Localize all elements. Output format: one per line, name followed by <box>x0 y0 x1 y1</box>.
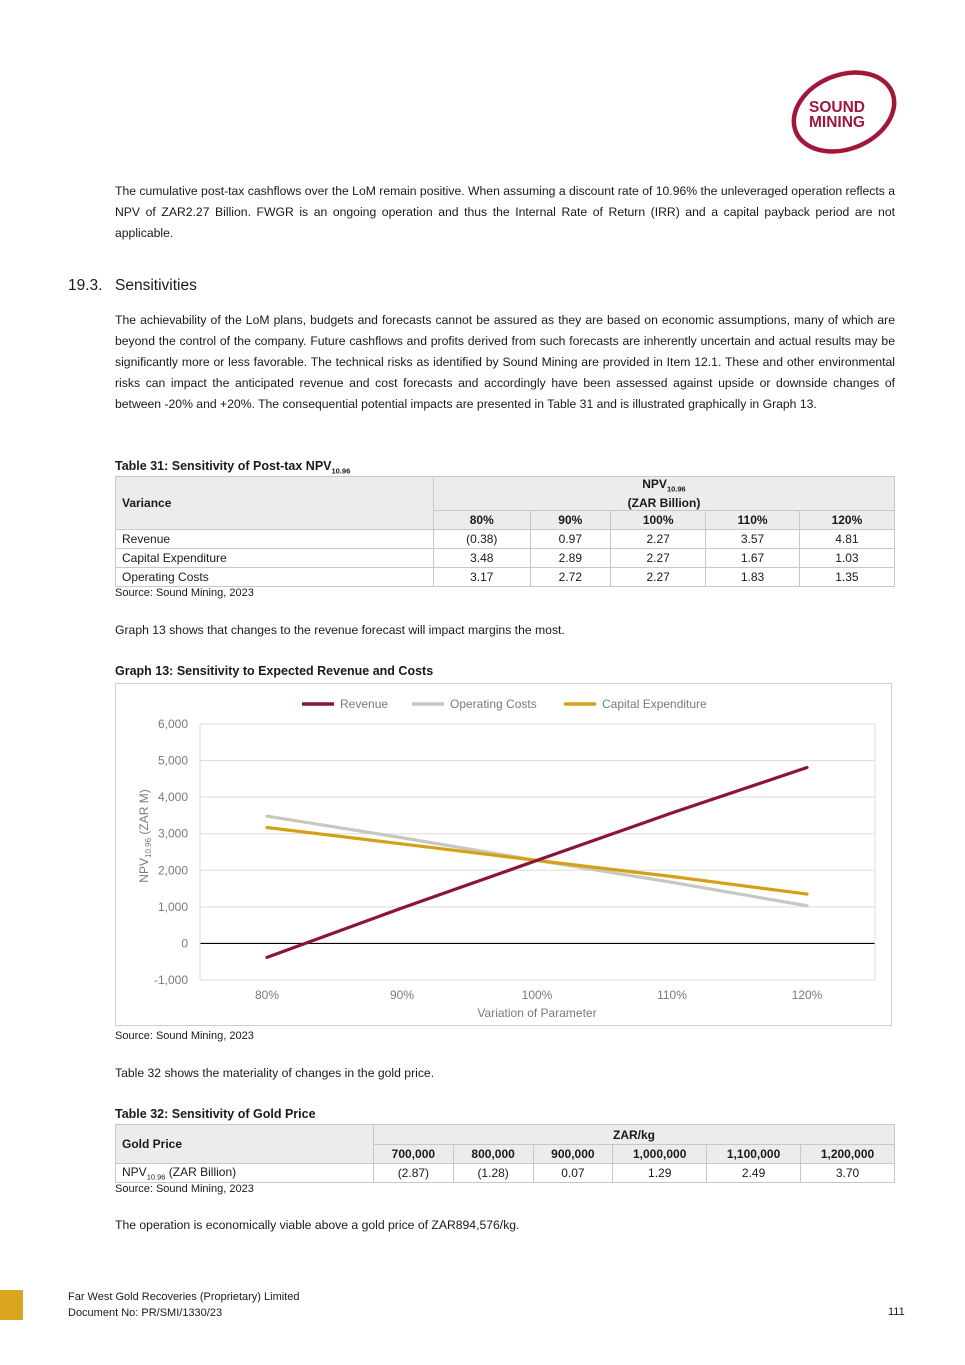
col-header: 800,000 <box>453 1145 533 1164</box>
table31-source: Source: Sound Mining, 2023 <box>115 587 254 599</box>
row-label: Operating Costs <box>116 568 434 587</box>
col-header: 1,000,000 <box>613 1145 707 1164</box>
intro-paragraph: The cumulative post-tax cashflows over the LoM remain positive. When assuming a discount rate of 10.96% the unleveraged operation reflects a NPV of ZAR2.27 Billion. FWGR is an ongoing operation and thus the Internal Rate of Return (IRR) and a capital payback period are not applicable. <box>115 184 895 240</box>
x-axis-label: Variation of Parameter <box>477 1006 597 1020</box>
cell: 3.17 <box>434 568 531 587</box>
col-header: 1,200,000 <box>801 1145 895 1164</box>
row-label: Capital Expenditure <box>116 549 434 568</box>
x-tick-label: 100% <box>521 988 553 1002</box>
y-tick-label: 0 <box>181 936 188 951</box>
cell: 4.81 <box>799 530 894 549</box>
cell: 1.83 <box>706 568 800 587</box>
graph13-source: Source: Sound Mining, 2023 <box>115 1030 254 1042</box>
col-header: 1,100,000 <box>707 1145 801 1164</box>
section-title: Sensitivities <box>115 277 197 294</box>
table32 <box>115 1124 895 1183</box>
logo-line2: MINING <box>809 114 865 131</box>
table32-intro: Table 32 shows the materiality of changes in the gold price. <box>115 1066 435 1080</box>
closing-paragraph: The operation is economically viable above a gold price of ZAR894,576/kg. <box>115 1218 520 1232</box>
table-row <box>116 568 895 587</box>
y-axis-label-sub: 10.96 <box>144 837 153 858</box>
cell: 1.29 <box>613 1164 707 1183</box>
table32-caption: Table 32: Sensitivity of Gold Price <box>115 1107 316 1121</box>
col-header: 900,000 <box>533 1145 613 1164</box>
y-tick-label: 2,000 <box>157 863 188 878</box>
y-tick-label: -1,000 <box>153 973 188 987</box>
npv-header <box>434 477 895 511</box>
table31-caption-sub: 10.96 <box>331 466 351 476</box>
legend-label: Revenue <box>340 697 389 711</box>
row-label-unit: (ZAR Billion) <box>165 1164 237 1179</box>
y-tick-label: 3,000 <box>157 826 188 841</box>
y-tick-label: 4,000 <box>157 790 188 805</box>
x-tick-label: 90% <box>389 988 415 1002</box>
graph13-chart <box>116 684 891 1025</box>
legend-label: Operating Costs <box>450 697 537 711</box>
logo-line1: SOUND <box>809 99 865 116</box>
table31-caption <box>115 459 350 476</box>
gold-price-header: Gold Price <box>116 1125 374 1164</box>
row-label <box>116 1164 374 1183</box>
table-row <box>116 530 895 549</box>
sensitivity-paragraph: The achievability of the LoM plans, budgets and forecasts cannot be assured as they are based on economic assumptions, many of which are beyond the control of the company. Future cashflows and profits derived from such forecasts are inherently uncertain and actual results may be significantly more or less favorable. The technical risks as identified by Sound Mining are provided in Item 12.1. These and other environmental risks can impact the anticipated revenue and cost forecasts and accordingly have been assessed against upside or downside changes of between -20% and +20%. The consequential potential impacts are presented in Table 31 and is illustrated graphically in Graph 13. <box>115 313 895 411</box>
cell: (2.87) <box>374 1164 454 1183</box>
footer-accent-bar <box>0 1290 23 1320</box>
cell: 0.97 <box>530 530 611 549</box>
y-axis-label-unit: (ZAR M) <box>137 789 151 838</box>
x-tick-label: 120% <box>791 988 823 1002</box>
col-header: 100% <box>611 511 706 530</box>
cell: 2.49 <box>707 1164 801 1183</box>
cell: 1.03 <box>799 549 894 568</box>
x-tick-label: 80% <box>254 988 280 1002</box>
graph13-caption: Graph 13: Sensitivity to Expected Revenue and Costs <box>115 664 434 678</box>
y-axis-label-main: NPV <box>137 858 151 883</box>
col-header: 110% <box>706 511 800 530</box>
section-number: 19.3. <box>68 277 103 294</box>
x-tick-label: 110% <box>657 988 687 1002</box>
sound-mining-logo <box>787 68 899 156</box>
row-label-sub: 10.96 <box>146 1172 166 1182</box>
cell: (0.38) <box>434 530 531 549</box>
cell: 3.70 <box>801 1164 895 1183</box>
row-label-main: NPV <box>122 1164 147 1179</box>
cell: 2.27 <box>611 568 706 587</box>
cell: 2.72 <box>530 568 611 587</box>
col-header: 120% <box>799 511 894 530</box>
graph13-chart-frame <box>115 683 892 1026</box>
table31-caption-text: Table 31: Sensitivity of Post-tax NPV <box>115 459 332 473</box>
cell: 0.07 <box>533 1164 613 1183</box>
col-header: 90% <box>530 511 611 530</box>
npv-header-unit: (ZAR Billion) <box>627 496 701 511</box>
cell: 3.48 <box>434 549 531 568</box>
section-heading <box>68 277 197 295</box>
cell: 2.89 <box>530 549 611 568</box>
footer-document-number: Document No: PR/SMI/1330/23 <box>68 1307 223 1319</box>
footer-company: Far West Gold Recoveries (Proprietary) Limited <box>68 1291 300 1303</box>
series-line-revenue <box>267 768 807 958</box>
variance-header: Variance <box>116 477 434 530</box>
cell: 1.67 <box>706 549 800 568</box>
y-tick-label: 5,000 <box>157 753 188 768</box>
cell: 1.35 <box>799 568 894 587</box>
y-tick-label: 1,000 <box>157 899 188 914</box>
cell: 3.57 <box>706 530 800 549</box>
col-header: 80% <box>434 511 531 530</box>
table32-source: Source: Sound Mining, 2023 <box>115 1183 254 1195</box>
cell: 2.27 <box>611 530 706 549</box>
table-row <box>116 549 895 568</box>
col-header: 700,000 <box>374 1145 454 1164</box>
table31 <box>115 476 895 587</box>
y-axis-label <box>137 789 153 882</box>
npv-header-sub: 10.96 <box>666 484 686 494</box>
y-tick-label: 6,000 <box>157 717 188 731</box>
table-row <box>116 1164 895 1183</box>
npv-header-main: NPV <box>642 477 667 491</box>
cell: (1.28) <box>453 1164 533 1183</box>
graph13-intro: Graph 13 shows that changes to the revenue forecast will impact margins the most. <box>115 623 565 637</box>
zar-kg-header: ZAR/kg <box>374 1125 895 1145</box>
legend-label: Capital Expenditure <box>602 697 707 711</box>
page-number: 111 <box>888 1306 905 1318</box>
cell: 2.27 <box>611 549 706 568</box>
row-label: Revenue <box>116 530 434 549</box>
